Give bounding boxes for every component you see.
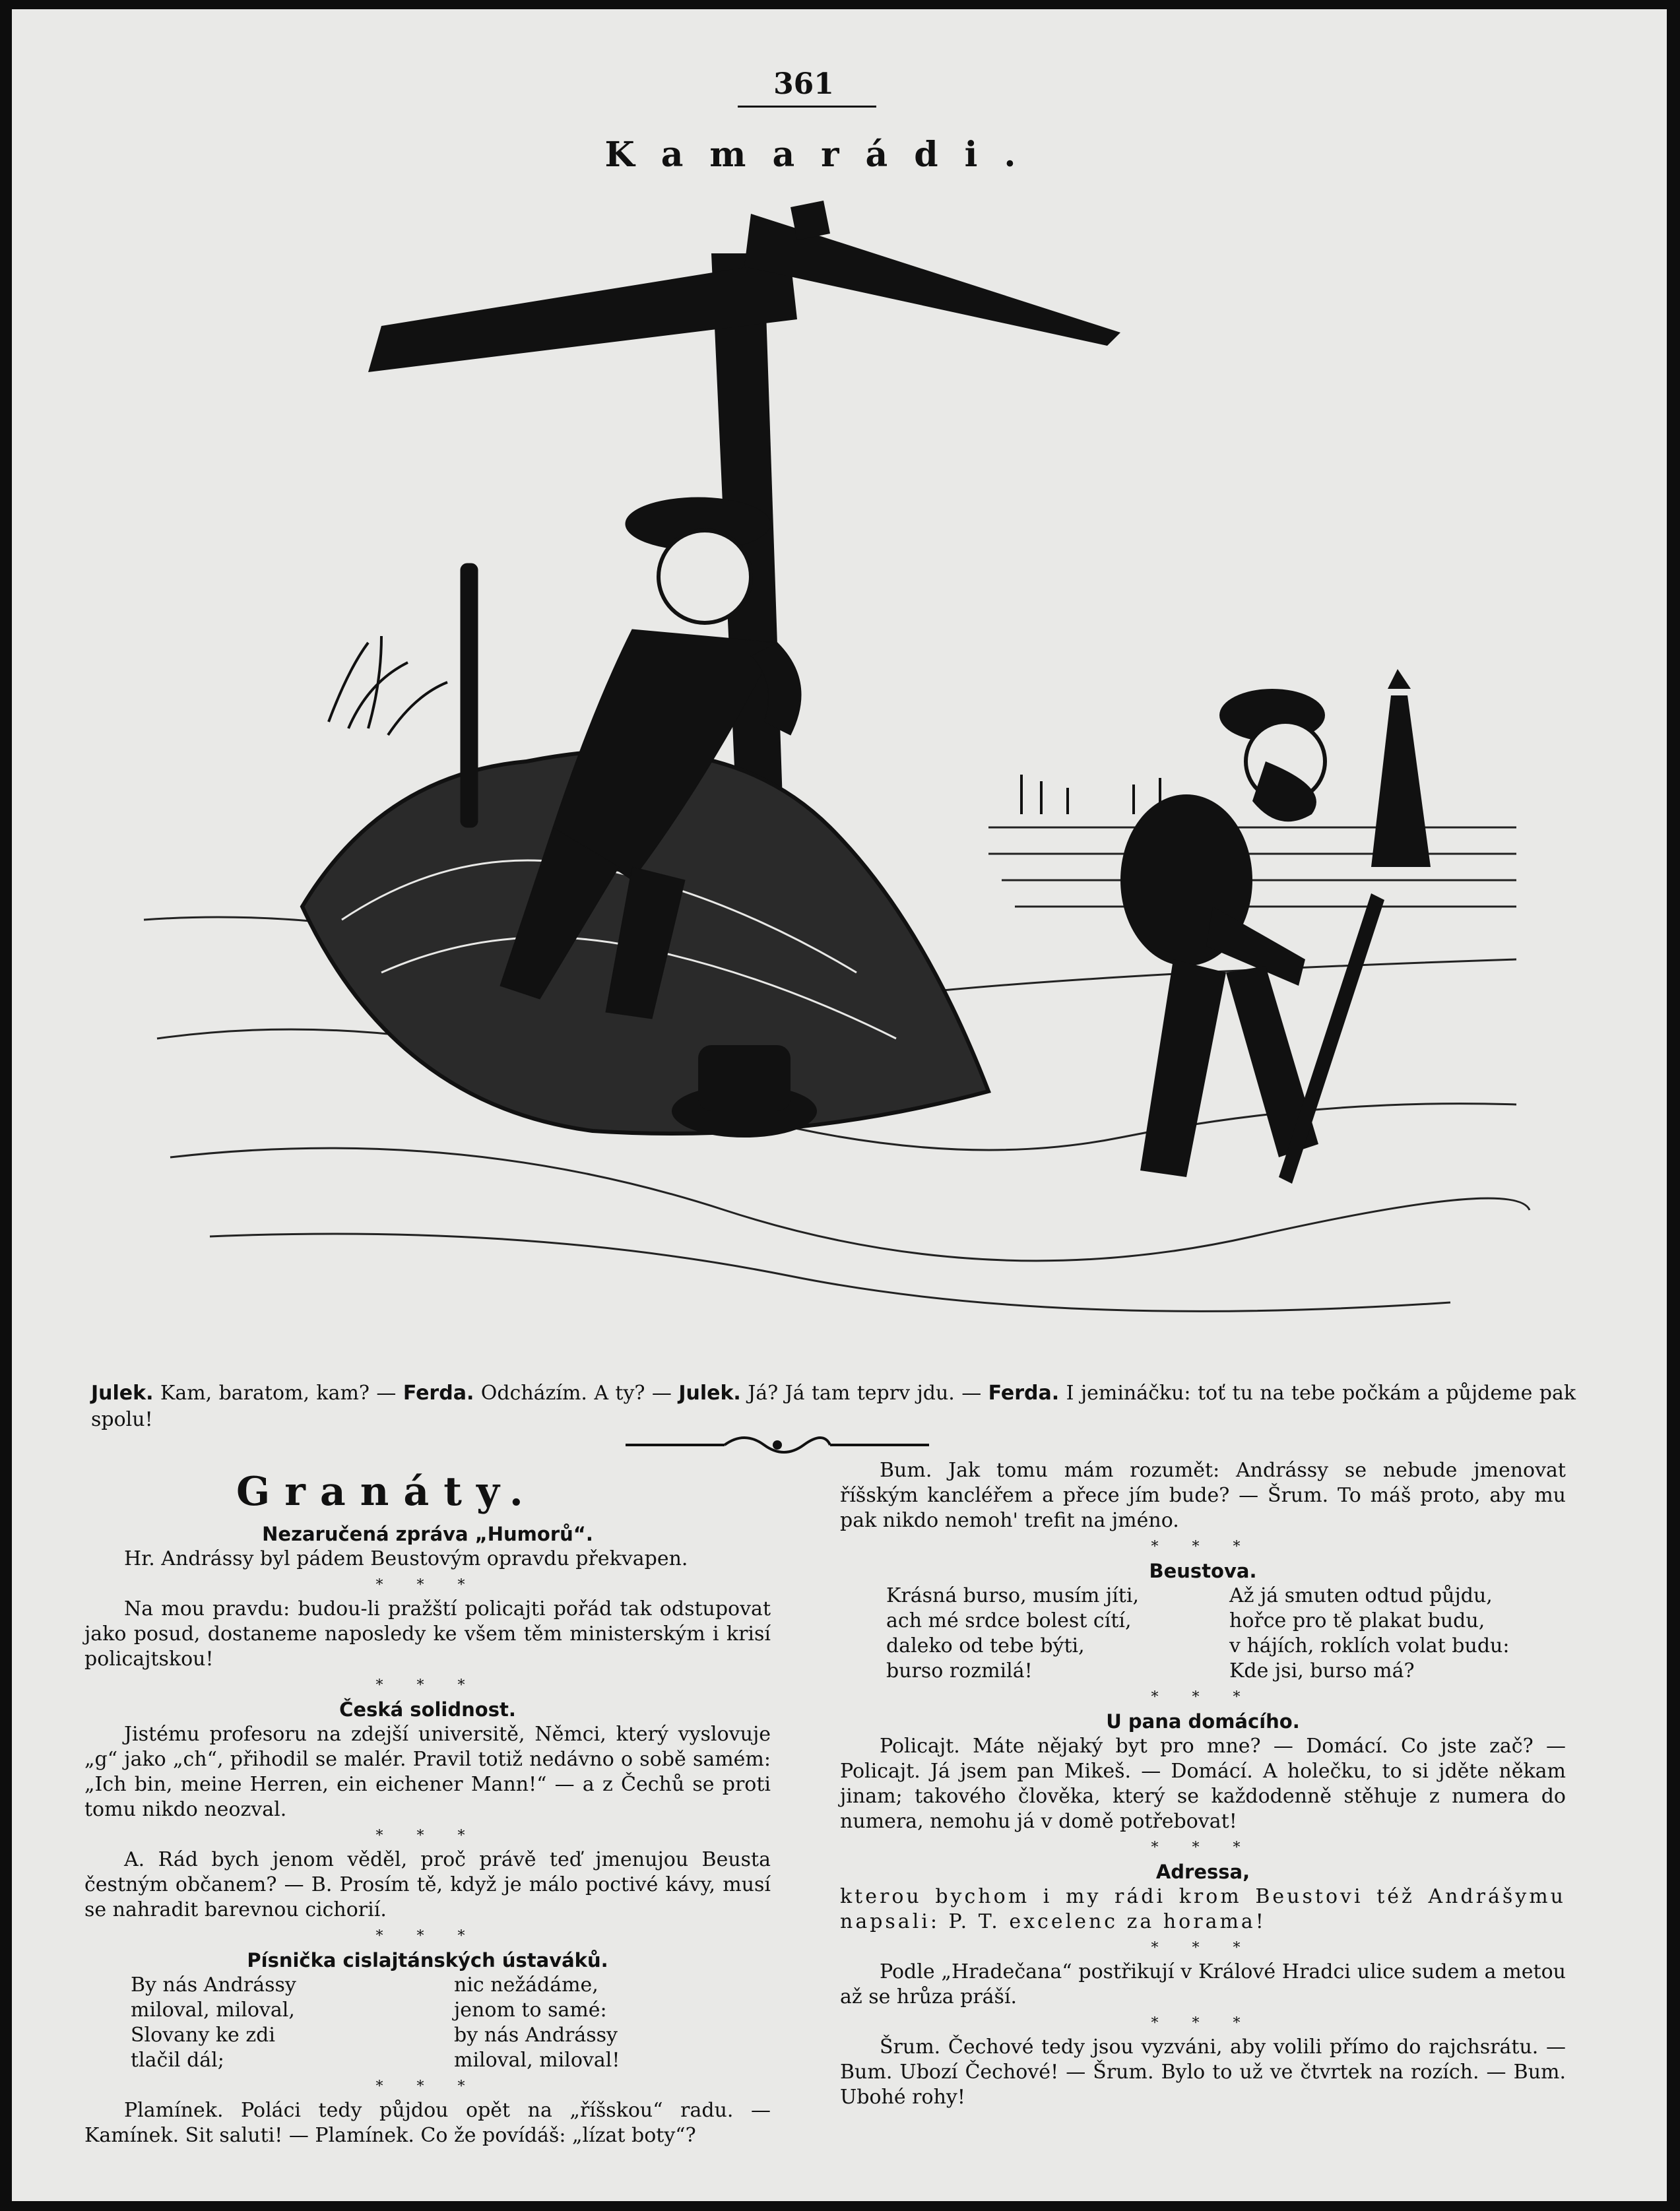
caption-speaker-3: Julek.	[678, 1382, 741, 1405]
left-item-3-title: Česká solidnost.	[339, 1698, 516, 1721]
separator-stars: * * *	[1151, 1940, 1255, 1956]
right-item-6	[840, 2035, 1566, 2110]
newspaper-page	[12, 9, 1667, 2201]
cartoon-caption	[91, 1380, 1576, 1433]
right-item-6-text: Šrum. Čechové tedy jsou vyzváni, aby volili přímo do rajchsrátu. — Bum. Ubozí Čechové! — Šrum. Bylo to už ve čtvrtek na rozích. — Bum. Ubohé rohy!	[840, 2035, 1566, 2109]
cartoon-title: Kamarádi.	[604, 135, 1043, 175]
right-item-2	[840, 1558, 1566, 1684]
left-item-4	[84, 1847, 771, 1923]
left-item-1-title: Nezaručená zpráva „Humorů“.	[262, 1523, 593, 1545]
right-item-4-text: kterou bychom i my rádi krom Beustovi též Andrášymu napsali: P. T. excelenc za horama!	[840, 1885, 1566, 1933]
left-column	[84, 1520, 771, 2152]
right-item-3-title: U pana domácího.	[1106, 1710, 1300, 1733]
caption-speaker-2: Ferda.	[403, 1382, 474, 1405]
left-item-2	[84, 1597, 771, 1672]
decorative-rule	[626, 1430, 929, 1459]
caption-text-3: Já? Já tam teprv jdu. —	[740, 1382, 988, 1405]
right-item-1-text: Bum. Jak tomu mám rozumět: Andrássy se nebude jmenovat říšským kancléřem a přece jím bude? — Šrum. To máš proto, aby mu pak nikdo nemoh' trefit na jméno.	[840, 1459, 1566, 1532]
verse-left-stanza: Krásná burso, musím jíti, ach mé srdce bolest cítí, daleko od tebe býti, burso rozmilá!	[886, 1584, 1139, 1682]
reeds	[329, 636, 447, 735]
left-item-3	[84, 1697, 771, 1822]
left-item-5	[84, 1948, 771, 2073]
caption-text-1: Kam, baratom, kam? —	[153, 1382, 403, 1405]
verse-right-stanza: Až já smuten odtud půjdu, hořce pro tě plakat budu, v hájích, roklích volat budu: Kde jsi, burso má?	[1229, 1584, 1510, 1682]
left-item-6	[84, 2098, 771, 2148]
page-number-rule	[738, 106, 876, 108]
left-item-5-verse	[84, 1973, 771, 2073]
left-item-5-title: Písnička cislajtánských ústaváků.	[247, 1949, 608, 1971]
page-number: 361	[773, 67, 834, 101]
right-column	[840, 1458, 1566, 2114]
separator-stars: * * *	[375, 1577, 480, 1593]
separator-stars: * * *	[1151, 1840, 1255, 1856]
left-item-1	[84, 1522, 771, 1572]
separator-stars: * * *	[1151, 1689, 1255, 1706]
right-item-2-title: Beustova.	[1149, 1560, 1257, 1582]
walking-figure	[1120, 689, 1384, 1184]
left-item-1-text: Hr. Andrássy byl pádem Beustovým opravdu překvapen.	[124, 1547, 688, 1570]
right-item-3-text: Policajt. Máte nějaký byt pro mne? — Domácí. Co jste zač? — Policajt. Já jsem pan Mikeš. — Domácí. A holečku, to si jděte někam jinam; takového člověka, který se každodenně stěhuje z numera do numera, nemohu já v domě potřebovat!	[840, 1735, 1566, 1833]
caption-text-2: Odcházím. A ty? —	[474, 1382, 679, 1405]
distant-tower	[1371, 669, 1431, 867]
right-item-3	[840, 1709, 1566, 1834]
right-item-2-verse	[840, 1584, 1566, 1684]
separator-stars: * * *	[375, 1928, 480, 1944]
left-item-4-text: A. Rád bych jenom věděl, proč právě teď jmenujou Beusta čestným občanem? — B. Prosím tě, když je málo poctivé kávy, musí se nahradit barevnou cichorií.	[84, 1848, 771, 1921]
left-item-6-text: Plamínek. Poláci tedy půjdou opět na „říšskou“ radu. — Kamínek. Sit saluti! — Plamínek. Co že povídáš: „lízat boty“?	[84, 2099, 771, 2147]
left-item-3-text: Jistému profesoru na zdejší universitě, Němci, který vyslovuje „g“ jako „ch“, přihodil se malér. Pravil totiž nedávno o sobě samém: „Ich bin, meine Herren, ein eichener Mann!“ — a z Čechů se proti tomu nikdo neozval.	[84, 1723, 771, 1821]
separator-stars: * * *	[375, 1677, 480, 1694]
separator-stars: * * *	[1151, 1539, 1255, 1555]
separator-stars: * * *	[1151, 2015, 1255, 2032]
section-title: Granáty.	[236, 1469, 538, 1515]
right-item-4	[840, 1859, 1566, 1935]
verse-right-stanza: nic nežádáme, jenom to samé: by nás Andrássy miloval, miloval!	[454, 1973, 620, 2072]
caption-speaker-1: Julek.	[91, 1382, 154, 1405]
right-item-5-text: Podle „Hradečana“ postřikují v Králové Hradci ulice sudem a metou až se hrůza práší.	[840, 1960, 1566, 2008]
distant-ships	[1021, 775, 1160, 814]
caption-speaker-4: Ferda.	[988, 1382, 1060, 1405]
right-item-5	[840, 1960, 1566, 2010]
separator-stars: * * *	[375, 2078, 480, 2095]
verse-left-stanza: By nás Andrássy miloval, miloval, Slovany ke zdi tlačil dál;	[131, 1973, 296, 2072]
right-item-1	[840, 1458, 1566, 1533]
cartoon-illustration	[131, 181, 1556, 1342]
caption-text-4: I jemináčku: toť tu na tebe počkám a půjdeme pak spolu!	[91, 1382, 1576, 1431]
left-item-2-text: Na mou pravdu: budou-li pražští policajti pořád tak odstupovat jako posud, dostaneme naposledy ke všem těm ministerským i krisí policajtskou!	[84, 1597, 771, 1671]
right-item-4-title: Adressa,	[1155, 1861, 1250, 1883]
separator-stars: * * *	[375, 1828, 480, 1844]
